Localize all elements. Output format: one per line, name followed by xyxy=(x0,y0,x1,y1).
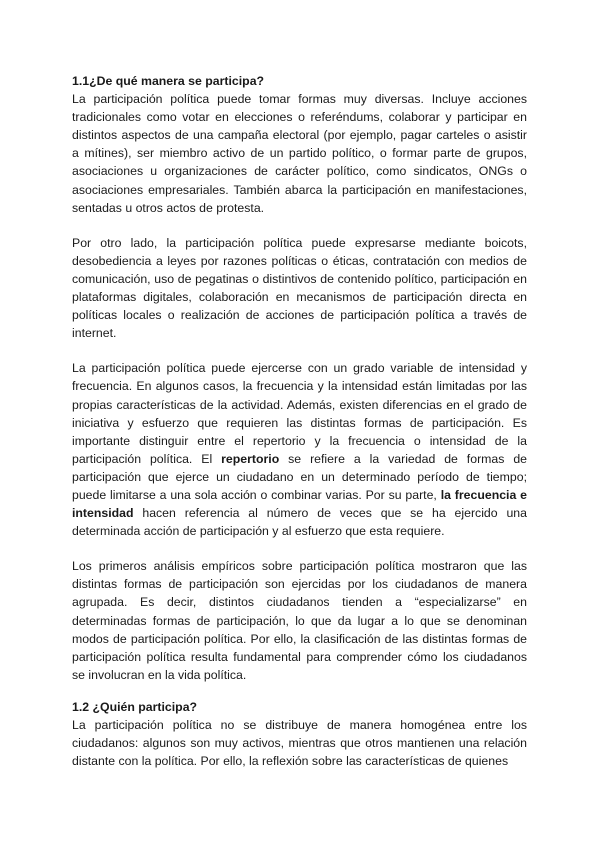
section-2-paragraph-1: La participación política no se distribuye de manera homogénea entre los ciudadanos: algunos son muy activos, mientras que otros mantienen una relación distante con la política. Por ello, la reflexión sobre las características de quienes xyxy=(72,718,527,769)
section-1-paragraph-2: Por otro lado, la participación política puede expresarse mediante boicots, desobediencia a leyes por razones políticas o éticas, contratación con medios de comunicación, uso de pegatinas o distintivos de contenido político, participación en plataformas digitales, colaboración en mecanismos de participación directa en políticas locales o realización de acciones de participación política a través de internet. xyxy=(72,235,527,341)
term-frecuencia-intensidad: la frecuencia e intensidad xyxy=(72,487,527,521)
paragraph-3-text-c: hacen referencia al número de veces que se ha ejercido una determinada acción de participación y al esfuerzo que esta requiere. xyxy=(72,506,527,539)
term-repertorio: repertorio xyxy=(221,451,280,466)
document-page xyxy=(72,72,527,770)
paragraph-3-text-b: se refiere a la variedad de formas de participación que ejerce un ciudadano en un determinado período de tiempo; puede limitarse a una sola acción o combinar varias. Por su parte, xyxy=(72,451,527,502)
section-1-paragraph-4: Los primeros análisis empíricos sobre participación política mostraron que las distintas formas de participación son ejercidas por los ciudadanos de manera agrupada. Es decir, distintos ciudadanos tienden a “especializarse” en determinadas formas de participación, lo que da lugar a lo que se denominan modos de participación política. Por ello, la clasificación de las distintas formas de participación política resulta fundamental para comprender cómo los ciudadanos se involucran en la vida política. xyxy=(72,559,527,682)
section-1-paragraph-1: La participación política puede tomar formas muy diversas. Incluye acciones tradicionales como votar en elecciones o referéndums, colaborar y participar en distintos aspectos de una campaña electoral (por ejemplo, pagar carteles o asistir a mítines), ser miembro activo de un partido político, o formar parte de grupos, asociaciones u organizaciones de carácter político, como sindicatos, ONGs o asociaciones empresariales. También abarca la participación en manifestaciones, sentadas u otros actos de protesta. xyxy=(72,92,527,215)
section-1-heading: 1.1¿De qué manera se participa? xyxy=(72,74,265,88)
section-1-paragraph-3 xyxy=(72,359,527,540)
paragraph-3-text-a: La participación política puede ejercerse con un grado variable de intensidad y frecuencia. En algunos casos, la frecuencia y la intensidad están limitadas por las propias características de la actividad. Además, existen diferencias en el grado de iniciativa y esfuerzo que requieren las distintas formas de participación. Es importante distinguir entre el repertorio y la frecuencia o intensidad de la participación política. El xyxy=(72,361,527,466)
section-2-heading: 1.2 ¿Quién participa? xyxy=(72,699,198,714)
